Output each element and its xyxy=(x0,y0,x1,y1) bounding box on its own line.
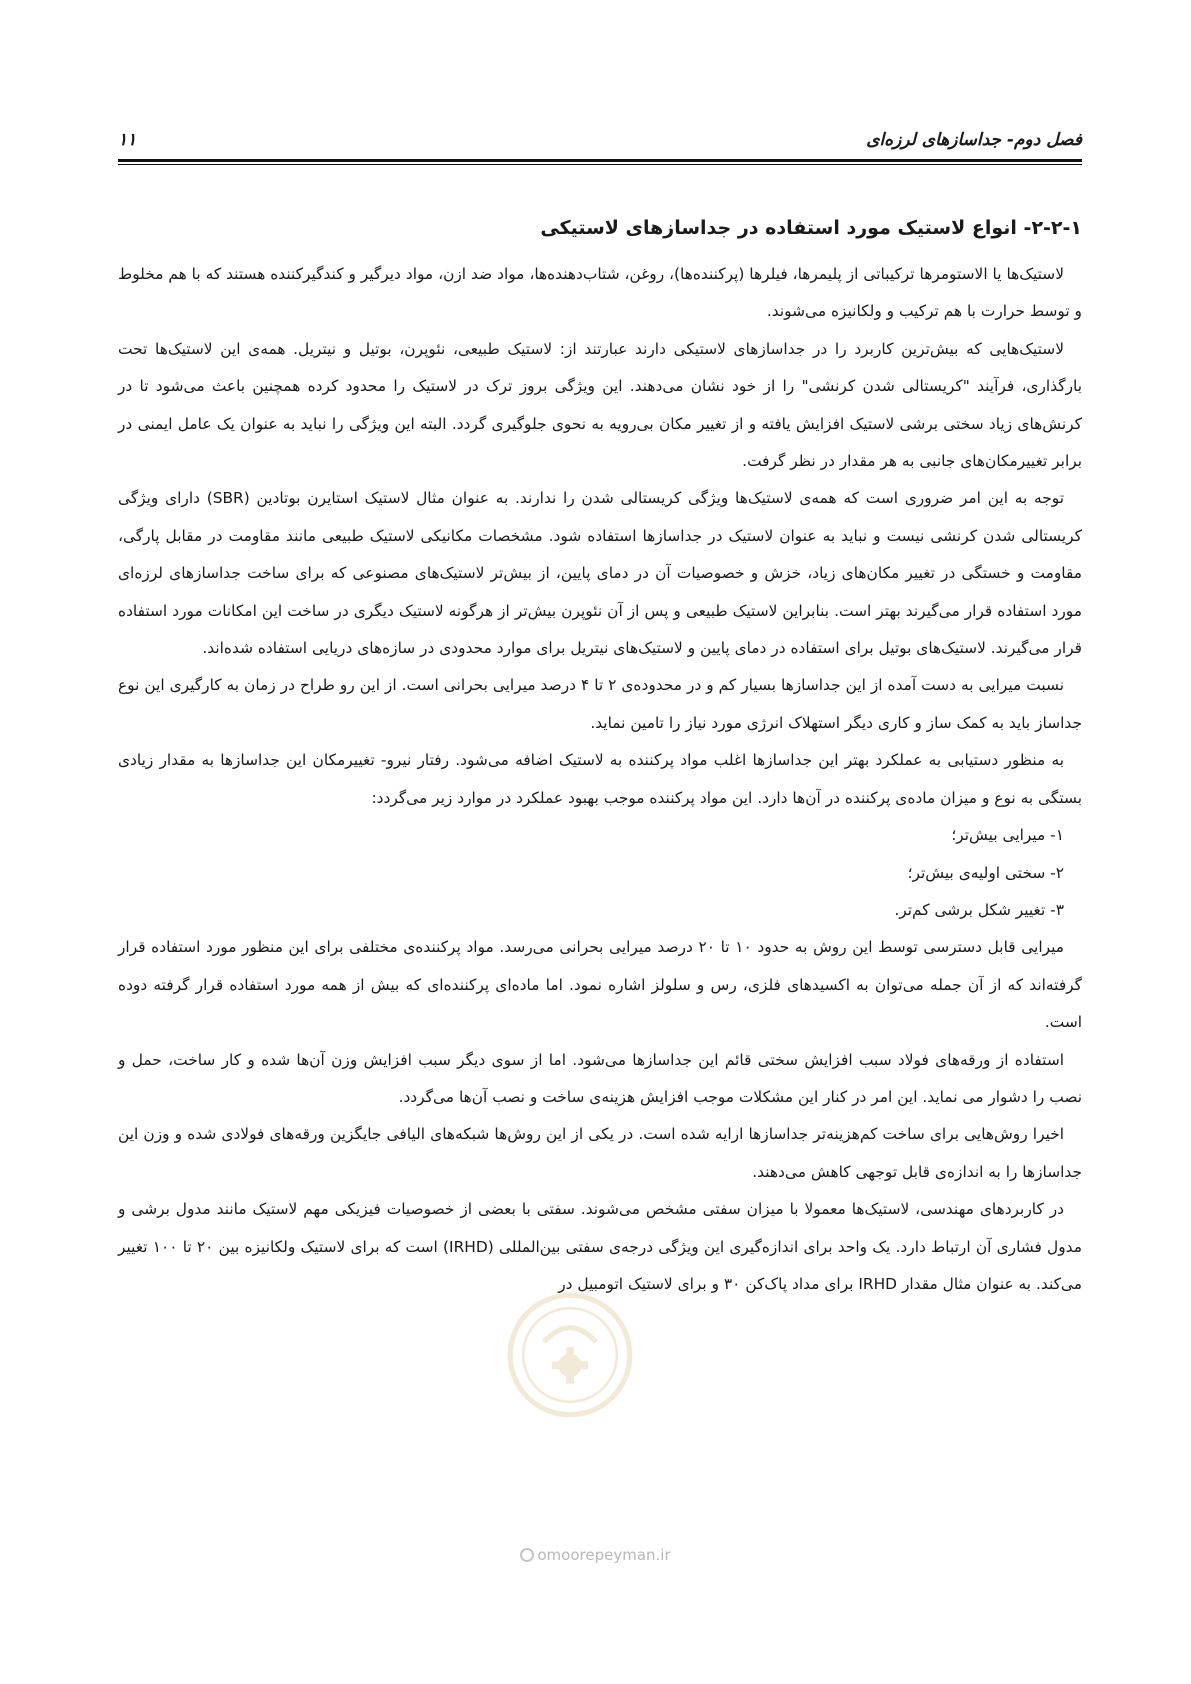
page-content xyxy=(118,212,1082,1303)
page-header xyxy=(118,130,1082,158)
list-item: ۲- سختی اولیه‌ی بیش‌تر؛ xyxy=(907,863,1064,882)
numbered-list xyxy=(118,817,1082,929)
paragraph: نسبت میرایی به دست آمده از این جداسازها بسیار کم و در محدوده‌ی ۲ تا ۴ درصد میرایی بحرانی است. از این رو طراح در زمان به کارگیری این نوع جداساز باید به کمک ساز و کاری دیگر استهلاک انرژی مورد نیاز را تامین نماید. xyxy=(118,676,1082,732)
paragraph: میرایی قابل دسترسی توسط این روش به حدود ۱۰ تا ۲۰ درصد میرایی بحرانی می‌رسد. مواد پرکننده‌ی مختلفی برای این منظور مورد استفاده قرار گرفته‌اند که از آن جمله می‌توان به اکسیدهای فلزی، رس و سلولز اشاره نمود. اما ماده‌ای پرکننده‌ای که بیش از همه مورد استفاده قرار گرفته دوده است. xyxy=(118,938,1082,1032)
footer-site-text: omoorepeyman.ir xyxy=(537,1546,671,1564)
paragraph: به منظور دستیابی به عملکرد بهتر این جداسازها اغلب مواد پرکننده به لاستیک اضافه می‌شود. رفتار نیرو- تغییرمکان این جداسازها به مقدار زیادی بستگی به نوع و میزان ماده‌ی پرکننده در آن‌ها دارد. این مواد پرکننده موجب بهبود عملکرد در موارد زیر می‌گردد: xyxy=(118,751,1082,807)
list-item: ۱- میرایی بیش‌تر؛ xyxy=(951,826,1064,845)
chapter-title: فصل دوم- جداسازهای لرزه‌ای xyxy=(866,130,1082,150)
paragraph: اخیرا روش‌هایی برای ساخت کم‌هزینه‌تر جداسازها ارایه شده است. در یکی از این روش‌ها شبکه‌های الیافی جایگزین ورقه‌های فولادی شده و وزن این جداسازها را به اندازه‌ی قابل توجهی کاهش می‌دهند. xyxy=(118,1125,1082,1181)
paragraph: توجه به این امر ضروری است که همه‌ی لاستیک‌ها ویژگی کریستالی شدن را ندارند. به عنوان مثال لاستیک استایرن بوتادین (SBR) دارای ویژگی کریستالی شدن کرنشی نیست و نباید به عنوان لاستیک در جداسازها استفاده شود. مشخصات مکانیکی لاستیک طبیعی مانند مقاومت در مقابل پارگی، مقاومت و خستگی در تغییر مکان‌های زیاد، خزش و خصوصیات آن در دمای پایین، از بیش‌تر لاستیک‌های مصنوعی که برای ساخت جداسازهای لرزه‌ای مورد استفاده قرار می‌گیرند بهتر است. بنابراین لاستیک طبیعی و پس از آن نئوپرن بیش‌تر از هرگونه لاستیک دیگری در ساخت این امکانات مورد استفاده قرار می‌گیرند. لاستیک‌های بوتیل برای استفاده در دمای پایین و لاستیک‌های نیتریل برای موارد محدودی در سازه‌های دریایی استفاده شده‌اند. xyxy=(118,489,1082,658)
paragraph: لاستیک‌هایی که بیش‌ترین کاربرد را در جداسازهای لاستیکی دارند عبارتند از: لاستیک طبیعی، نئوپرن، بوتیل و نیتریل. همه‌ی این لاستیک‌ها تحت بارگذاری، فرآیند "کریستالی شدن کرنشی" را از خود نشان می‌دهند. این ویژگی بروز ترک در لاستیک را محدود کرده همچنین باعث می‌شود تا در کرنش‌های زیاد سختی برشی لاستیک افزایش یافته و از تغییر مکان بی‌رویه به نحوی جلوگیری گردد. البته این ویژگی را نباید به عنوان یک عامل ایمنی در برابر تغییرمکان‌های جانبی به هر مقدار در نظر گرفت. xyxy=(118,339,1082,471)
paragraph: لاستیک‌ها یا الاستومرها ترکیباتی از پلیمرها، فیلرها (پرکننده‌ها)، روغن، شتاب‌دهنده‌ها، مواد ضد ازن، مواد دیرگیر و کندگیرکننده هستند که با هم مخلوط و توسط حرارت با هم ترکیب و ولکانیزه می‌شوند. xyxy=(118,265,1082,321)
list-item: ۳- تغییر شکل برشی کم‌تر. xyxy=(894,900,1064,919)
section-heading: ۲-۲-۱- انواع لاستیک مورد استفاده در جداسازهای لاستیکی xyxy=(540,217,1082,239)
paragraph: در کاربردهای مهندسی، لاستیک‌ها معمولا با میزان سفتی مشخص می‌شوند. سفتی با بعضی از خصوصیات فیزیکی مهم لاستیک مانند مدول برشی و مدول فشاری آن ارتباط دارد. یک واحد برای اندازه‌گیری این ویژگی درجه‌ی سفتی بین‌المللی (IRHD) است که برای لاستیک ولکانیزه بین ۲۰ تا ۱۰۰ تغییر می‌کند. به عنوان مثال مقدار IRHD برای مداد پاک‌کن ۳۰ و برای لاستیک اتومبیل در xyxy=(118,1200,1082,1293)
footer-site xyxy=(0,1546,1191,1564)
header-rule-thin xyxy=(118,164,1082,165)
seal-watermark-icon xyxy=(505,1290,635,1420)
at-sign-icon xyxy=(520,1548,534,1562)
paragraph: استفاده از ورقه‌های فولاد سبب افزایش سختی قائم این جداسازها می‌شود. اما از سوی دیگر سبب افزایش وزن آن‌ها شده و کار ساخت، حمل و نصب را دشوار می نماید. این امر در کنار این مشکلات موجب افزایش هزینه‌ی ساخت و نصب آن‌ها می‌گردد. xyxy=(118,1050,1082,1106)
header-rule xyxy=(118,159,1082,162)
page-number: ۱۱ xyxy=(118,130,137,150)
